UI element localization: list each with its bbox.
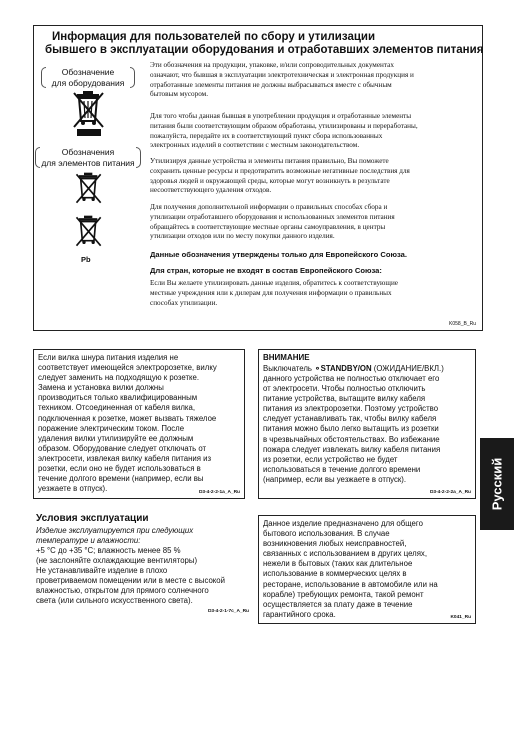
recycling-paragraph-1: Эти обозначения на продукции, упаковке, и/или сопроводительных документах означают, что бывшая в эксплуатации электротехническая и электронная продукция и отработанные элементы питания не должны выбрасываться вместе с обычным бытовым мусором. xyxy=(150,61,414,99)
standby-warning-code: D3-4-2-2-2a_A_Ru xyxy=(429,490,471,495)
power-icon: ⚬ xyxy=(314,364,321,373)
plug-warning-code: D3-4-2-2-1a_A_Ru xyxy=(198,490,240,495)
conditions-code: D3-4-2-1-7c_A_Ru xyxy=(207,609,249,614)
household-use-text: Данное изделие предназначено для общего бытового использования. В случае возникновения любых неисправностей, связанных с использованием в других целях, нежели в бытовых (таких как длительное использование в коммерческих целях в ресторане, использование в автомобиле или на корабле) требующих ремонта, такой ремонт осуществляется за плату даже в течение гарантийного срока. xyxy=(263,519,438,619)
equipment-symbol-label: Обозначение для оборудования xyxy=(44,67,132,88)
language-tab-label: Русский xyxy=(489,457,505,511)
recycling-title-line1: Информация для пользователей по сбору и утилизации xyxy=(52,31,376,43)
standby-warning-box xyxy=(258,349,476,499)
recycling-code: K058_B_Ru xyxy=(449,321,476,327)
bin-underline-bar xyxy=(77,129,101,136)
conditions-text: +5 °C до +35 °C; влажность менее 85 % (не заслоняйте охлаждающие вентиляторы) Не устанавливайте изделие в плохо проветриваемом помещении или в месте с высокой влажностью, открытом для прямого солнечного света (или сильного искусственного света). xyxy=(36,546,225,606)
eu-heading: Данные обозначения утверждены только для Европейского Союза. xyxy=(150,250,407,259)
warning-heading: ВНИМАНИЕ xyxy=(263,353,310,362)
language-tab xyxy=(480,438,514,530)
plug-warning-box xyxy=(33,349,245,499)
battery-symbol-label: Обозначения для элементов питания xyxy=(38,147,138,168)
household-use-code: K041_Ru xyxy=(450,615,471,620)
plug-warning-text: Если вилка шнура питания изделия не соответствует имеющейся электророзетке, вилку следует заменить на подходящую к розетке. Замена и установка вилки должны производиться только квалифицированным техником. Отсоединенная от кабеля вилка, подключенная к розетке, может вызвать тяжелое поражение электрическим током. После удаления вилки утилизируйте ее должным образом. Оборудование следует отключать от электросети, извлекая вилку кабеля питания из розетки, если оно не будет использоваться в течение долгого времени (например, если вы уезжаете в отпуск). xyxy=(38,353,217,494)
operating-conditions xyxy=(36,513,251,625)
standby-on-label: STANDBY/ON xyxy=(320,364,372,373)
recycling-info-box xyxy=(33,25,483,331)
conditions-heading: Условия эксплуатации xyxy=(36,513,149,524)
standby-line-suffix: (ОЖИДАНИЕ/ВКЛ.) xyxy=(371,364,444,373)
standby-line-prefix: Выключатель xyxy=(263,364,315,373)
recycling-paragraph-3: Утилизируя данные устройства и элементы питания правильно, Вы поможете сохранить ценные ресурсы и предотвратить возможные негативные последствия для здоровья людей и окружающей среды, которые могут возникнуть в результате несоответствующего удаления отходов. xyxy=(150,157,410,195)
household-use-box xyxy=(258,515,476,624)
standby-warning-text: данного устройства не полностью отключает его от электросети. Чтобы полностью отключить питание устройства, вытащите вилку кабеля питания из электророзетки. Поэтому устройство следует устанавливать так, чтобы вилку кабеля питания можно было легко вытащить из розетки в чрезвычайных обстоятельствах. Во избежание пожара следует извлекать вилку кабеля питания из розетки, если устройство не будет использоваться в течение долгого времени (например, если вы уезжаете в отпуск). xyxy=(263,374,441,484)
non-eu-heading: Для стран, которые не входят в состав Европейского Союза: xyxy=(150,266,382,275)
recycling-paragraph-4: Для получения дополнительной информации о правильных способах сбора и утилизации отработавшего оборудования и использованных элементов питания обращайтесь в соответствующие местные органы самоуправления, в центры утилизации отходов или по месту покупки данного изделия. xyxy=(150,203,395,241)
recycling-title-line2: бывшего в эксплуатации оборудования и отработавших элементов питания xyxy=(45,44,484,56)
crossed-bin-icon xyxy=(74,171,104,211)
recycling-paragraph-2: Для того чтобы данная бывшая в употреблении продукция и отработанные элементы питания были соответствующим образом обработаны, утилизированы и переработаны, пожалуйста, передайте их в соответствующий пункт сбора использованных электронных изделий в соответствии с местным законодательством. xyxy=(150,112,418,150)
conditions-italic-text: Изделие эксплуатируется при следующих температуре и влажности: xyxy=(36,526,194,546)
recycling-paragraph-5: Если Вы желаете утилизировать данные изделия, обратитесь к соответствующие местные учреждения или к дилерам для получения информации о правильных способах утилизации. xyxy=(150,279,398,307)
pb-label: Pb xyxy=(81,255,91,264)
crossed-bin-icon xyxy=(74,214,104,254)
standby-switch-line xyxy=(263,364,444,373)
